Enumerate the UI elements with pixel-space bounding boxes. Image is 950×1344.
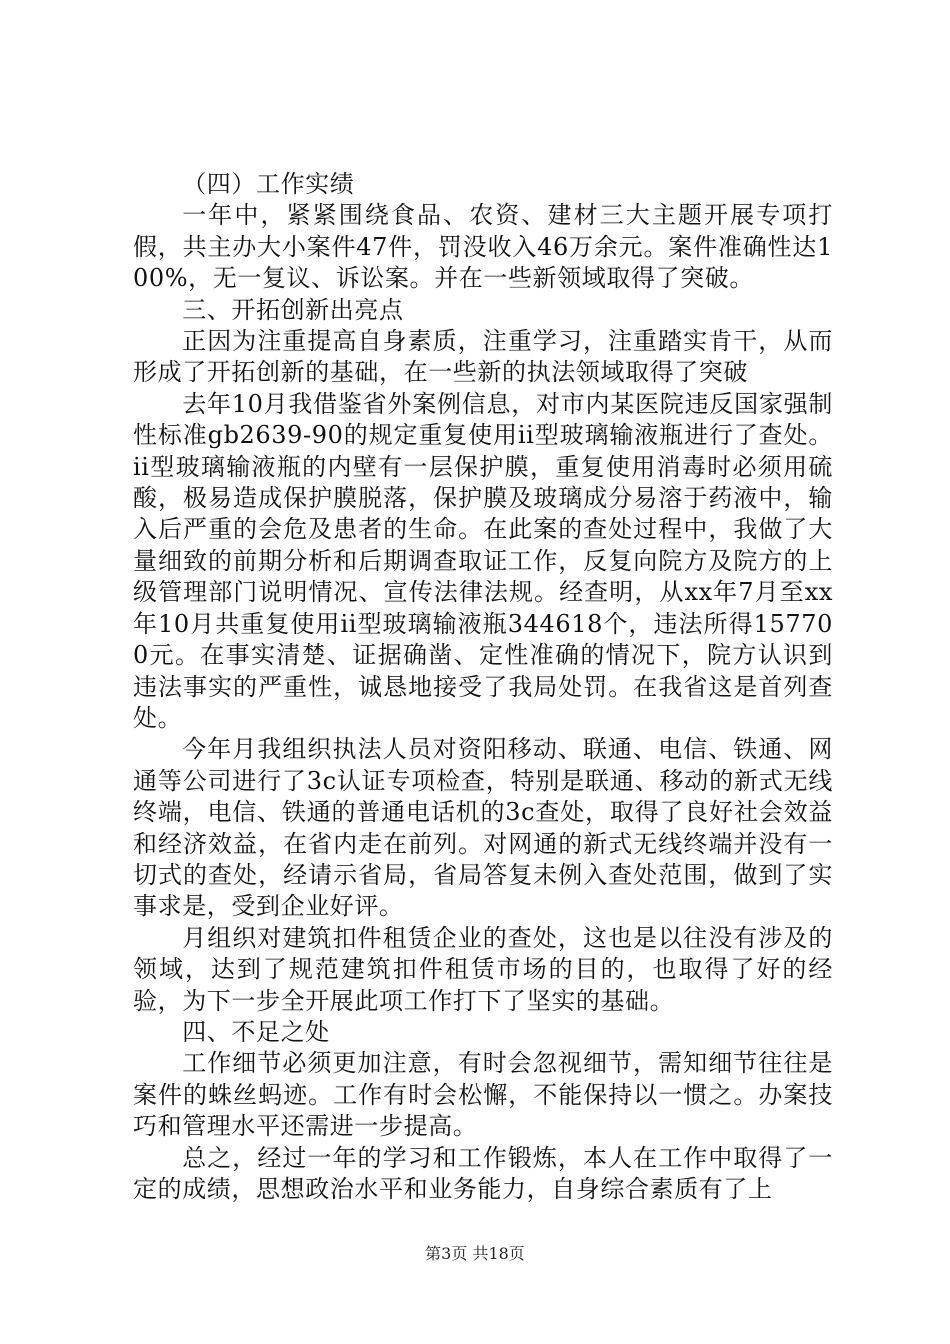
paragraph-innovation-basis: 正因为注重提高自身素质，注重学习，注重踏实肯干，从而形成了开拓创新的基础，在一些新的执法领域取得了突破 [133, 327, 833, 387]
paragraph-3c-inspection: 今年月我组织执法人员对资阳移动、联通、电信、铁通、网通等公司进行了3c认证专项检查，特别是联通、移动的新式无线终端，电信、铁通的普通电话机的3c查处，取得了良好社会效益和经济效益，在省内走在前列。对网通的新式无线终端并没有一切式的查处，经请示省局，省局答复未例入查处范围，做到了实事求是，受到企业好评。 [133, 735, 833, 921]
section-heading-work-results: （四）工作实绩 [182, 170, 355, 198]
paragraph-conclusion: 总之，经过一年的学习和工作锻炼，本人在工作中取得了一定的成绩，思想政治水平和业务能力，自身综合素质有了上 [133, 1143, 833, 1203]
paragraph-shortcomings: 工作细节必须更加注意，有时会忽视细节，需知细节往往是案件的蛛丝蚂迹。工作有时会松懈，不能保持以一惯之。办案技巧和管理水平还需进一步提高。 [133, 1049, 833, 1141]
section-heading-shortcomings: 四、不足之处 [182, 1017, 330, 1046]
page-number-footer: 第3页 共18页 [425, 1244, 525, 1263]
paragraph-annual-summary: 一年中，紧紧围绕食品、农资、建材三大主题开展专项打假，共主办大小案件47件，罚没收入46万余元。案件准确性达100%，无一复议、诉讼案。并在一些新领域取得了突破。 [133, 201, 833, 293]
section-heading-innovation: 三、开拓创新出亮点 [182, 295, 404, 324]
document-body [133, 169, 833, 1205]
paragraph-scaffold-rental: 月组织对建筑扣件租赁企业的查处，这也是以往没有涉及的领域，达到了规范建筑扣件租赁市场的目的，也取得了好的经验，为下一步全开展此项工作打下了坚实的基础。 [133, 923, 833, 1015]
paragraph-infusion-bottle-case: 去年10月我借鉴省外案例信息，对市内某医院违反国家强制性标准gb2639-90的规定重复使用ii型玻璃输液瓶进行了查处。ii型玻璃输液瓶的内壁有一层保护膜，重复使用消毒时必须用硫酸，极易造成保护膜脱落，保护膜及玻璃成分易溶于药液中，输入后严重的会危及患者的生命。在此案的查处过程中，我做了大量细致的前期分析和后期调查取证工作，反复向院方及院方的上级管理部门说明情况、宣传法律法规。经查明，从xx年7月至xx年10月共重复使用ii型玻璃输液瓶344618个，违法所得157700元。在事实清楚、证据确凿、定性准确的情况下，院方认识到违法事实的严重性，诚恳地接受了我局处罚。在我省这是首列查处。 [133, 389, 833, 732]
